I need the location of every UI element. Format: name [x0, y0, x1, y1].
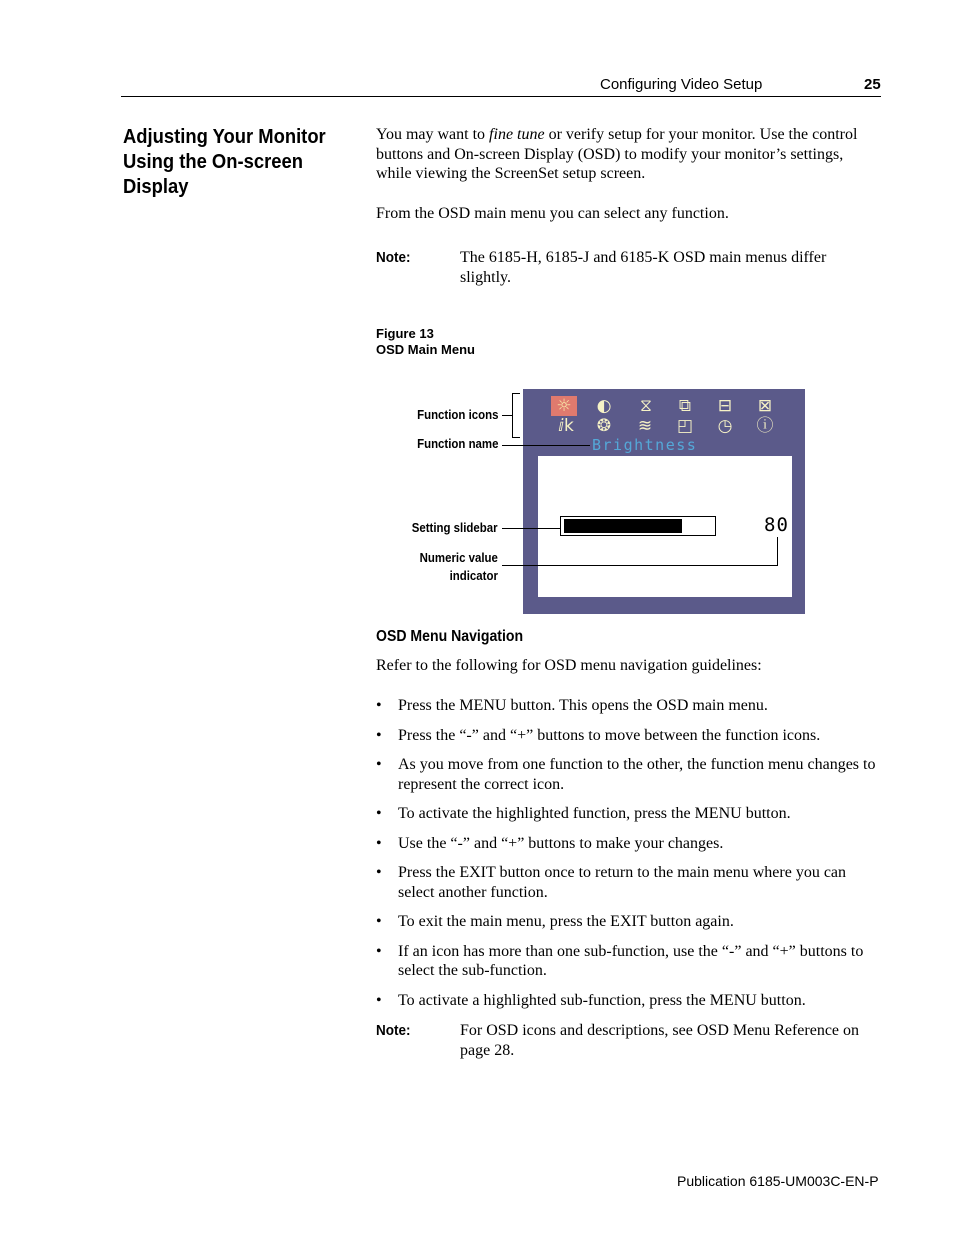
callout-function-icons: Function icons	[416, 407, 498, 422]
list-item-text: Press the MENU button. This opens the OSD main menu.	[398, 697, 768, 714]
callout-numeric-value-line2: indicator	[449, 568, 498, 583]
callout-numeric-value-line1: Numeric value	[419, 550, 498, 565]
intro-paragraph	[376, 125, 876, 184]
navigation-heading: OSD Menu Navigation	[376, 628, 524, 645]
bullet-marker: •	[376, 942, 382, 960]
brightness-icon: ☼	[551, 396, 577, 416]
figure-number: Figure 13	[376, 326, 434, 341]
list-item-text: As you move from one function to the other, the function menu changes to represent the correct icon.	[398, 756, 876, 793]
osd-function-name: Brightness	[592, 436, 698, 454]
setting-slidebar-fill	[564, 519, 682, 533]
intro-text-italic: fine tune	[489, 126, 545, 143]
list-item	[376, 755, 882, 794]
callout-line-slidebar	[502, 528, 560, 529]
note-label: Note:	[376, 249, 411, 266]
list-item-text: Use the “-” and “+” buttons to make your changes.	[398, 834, 724, 852]
section-heading: Adjusting Your Monitor Using the On-screen Display	[123, 126, 326, 198]
moire-icon: ≋	[637, 416, 653, 436]
figure-caption: OSD Main Menu	[376, 342, 475, 357]
intro-text-end: or verify setup for your monitor. Use the control buttons and On-screen Display (OSD) to modify your monitor’s settings, while viewing the ScreenSet setup screen.	[376, 126, 858, 182]
list-item	[376, 834, 882, 854]
navigation-bullet-list	[376, 696, 882, 1020]
note-label: Note:	[376, 1022, 411, 1039]
callout-setting-slidebar: Setting slidebar	[412, 520, 498, 535]
list-item	[376, 991, 882, 1011]
callout-line-numeric-value	[502, 565, 778, 566]
contrast-icon: ◐	[596, 396, 612, 416]
bullet-marker: •	[376, 726, 382, 744]
bullet-marker: •	[376, 834, 382, 852]
list-item-text: Press the EXIT button once to return to the main menu where you can select another function.	[398, 864, 847, 901]
numeric-value-indicator: 80	[764, 514, 789, 536]
list-item-text: To exit the main menu, press the EXIT button again.	[398, 913, 734, 930]
bullet-marker: •	[376, 805, 382, 822]
bullet-marker: •	[376, 756, 382, 773]
running-header-title: Configuring Video Setup	[600, 76, 763, 93]
list-item	[376, 863, 882, 902]
clock-icon: ◷	[717, 416, 733, 436]
list-item-text: To activate the highlighted function, press the MENU button.	[398, 805, 791, 822]
callout-bracket-top	[512, 393, 520, 394]
list-item	[376, 942, 882, 981]
list-item	[376, 726, 882, 746]
callout-line-numeric-value-up	[777, 537, 778, 566]
bullet-marker: •	[376, 991, 382, 1009]
intro-text-start: You may want to	[376, 126, 490, 143]
list-item	[376, 696, 882, 716]
callout-bracket-bottom	[512, 437, 520, 438]
size-icon: ⧉	[678, 396, 692, 416]
publication-footer: Publication 6185-UM003C-EN-P	[677, 1173, 879, 1189]
header-rule	[121, 96, 881, 97]
temperature-icon: ⅈk	[558, 416, 574, 436]
navigation-intro: Refer to the following for OSD menu navigation guidelines:	[376, 657, 762, 674]
list-item	[376, 912, 882, 932]
window-icon: ⊟	[717, 396, 733, 416]
callout-line-function-name	[502, 445, 590, 446]
note-text: For OSD icons and descriptions, see OSD Menu Reference on page 28.	[460, 1022, 860, 1059]
color-icon: ❂	[596, 416, 612, 436]
osd-main-menu-paragraph: From the OSD main menu you can select any function.	[376, 205, 729, 222]
bullet-marker: •	[376, 697, 382, 714]
list-item-text: To activate a highlighted sub-function, press the MENU button.	[398, 991, 806, 1009]
callout-line-function-icons	[502, 415, 512, 416]
note-text: The 6185-H, 6185-J and 6185-K OSD main menus differ slightly.	[460, 249, 827, 286]
page-number: 25	[864, 76, 881, 93]
bullet-marker: •	[376, 913, 382, 930]
info-icon: ⓘ	[756, 416, 774, 436]
video-icon: ⊠	[757, 396, 773, 416]
bullet-marker: •	[376, 864, 382, 881]
callout-function-name: Function name	[416, 436, 498, 451]
list-item	[376, 804, 882, 824]
list-item-text: Press the “-” and “+” buttons to move between the function icons.	[398, 726, 821, 744]
corner-icon: ◰	[676, 416, 694, 436]
callout-bracket-function-icons	[512, 393, 513, 438]
list-item-text: If an icon has more than one sub-function, use the “-” and “+” buttons to select the sub-function.	[398, 942, 864, 979]
position-icon: ⧖	[640, 396, 652, 416]
